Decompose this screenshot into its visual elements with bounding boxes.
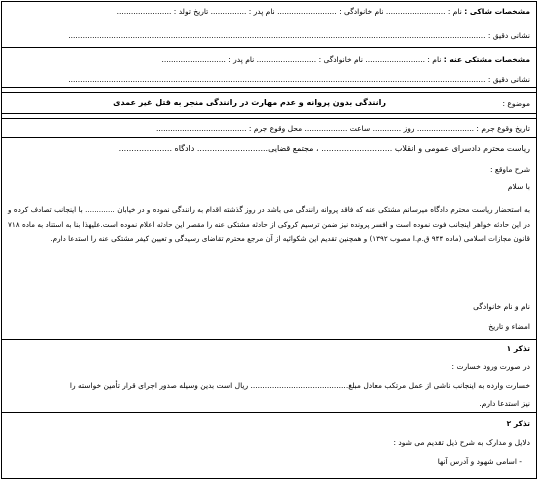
defendant-address: نشانی دقیق : ...............................................................................................................................................................................: [68, 75, 530, 84]
defendant-fields: نام : ......................... نام خانوادگی : ......................... نام پدر : ...........................: [161, 55, 442, 64]
plaintiff-fields: نام : ......................... نام خانوادگی : ......................... نام پدر : ............... تاریخ تولد : .......................: [116, 7, 462, 16]
greeting: با سلام: [507, 182, 530, 191]
signature-name-label: نام و نام خانوادگی: [473, 302, 530, 311]
note-2-line-1: دلایل و مدارک به شرح ذیل تقدیم می شود :: [393, 438, 530, 447]
note-1-section: [2, 340, 536, 413]
note-1-title: تذکر ۱: [506, 344, 530, 353]
note-1-line-2: خسارت وارده به اینجانب ناشی از عمل مرتکب معادل مبلغ......................................... ریال است بدین وسیله صدور اجرای قرار تأمین خواسته را: [69, 381, 530, 390]
note-1-line-3: نیز استدعا دارم.: [479, 399, 530, 408]
addressee: ریاست محترم دادسرای عمومی و انقلاب ............................ ، مجتمع قضایی............................ دادگاه .....................: [118, 144, 530, 153]
description-label: شرح ماوقع :: [489, 165, 530, 174]
complaint-form: [1, 1, 537, 479]
complaint-body: [2, 138, 536, 340]
subject-section: [2, 92, 536, 114]
defendant-fields-line: [8, 54, 530, 65]
defendant-section: [2, 48, 536, 88]
defendant-label: مشخصات مشتکی عنه :: [443, 55, 530, 64]
plaintiff-fields-line: [8, 6, 530, 17]
note-2-line-2: - اسامی شهود و آدرس آنها: [437, 457, 522, 466]
plaintiff-label: مشخصات شاکی :: [464, 7, 530, 16]
incident-info: تاریخ وقوع جرم : ........................ روز ............ ساعت .................. محل وقوع جرم : ......................................: [155, 124, 530, 133]
incident-section: [2, 118, 536, 138]
signature-date-label: امضاء و تاریخ: [488, 322, 530, 331]
note-2-section: [2, 413, 536, 479]
subject-text: رانندگی بدون پروانه و عدم مهارت در رانندگی منجر به قتل غیر عمدی: [113, 98, 386, 107]
subject-label: موضوع :: [502, 99, 530, 108]
complaint-paragraph: به استحضار ریاست محترم دادگاه میرسانم مشتکی عنه که فاقد پروانه رانندگی می باشد در روز گذشته اقدام به رانندگی نموده و در خیابان ............. با اینجانب تصادف کرده و در این حادثه خواهر اینجانب فوت نموده است و افسر پرونده نیز ضمن ترسیم کروکی از حادثه مشتکی عنه را مقصر این حادثه اعلام نموده است.علیهذا بنا به استناد به ماده ۷۱۸ قانون مجازات اسلامی (ماده ۹۴۴ ق.م.ا مصوب ۱۳۹۲) و همچنین تقدیم این شکوائیه از آن مرجع محترم تقاضای رسیدگی و تعیین کیفر مشتکی عنه را استدعا دارم.: [8, 205, 530, 243]
plaintiff-section: [2, 2, 536, 48]
note-2-title: تذکر ۲: [506, 419, 530, 428]
note-1-line-1: در صورت ورود خسارت :: [451, 362, 530, 371]
plaintiff-address: نشانی دقیق : ...............................................................................................................................................................................: [68, 31, 530, 40]
